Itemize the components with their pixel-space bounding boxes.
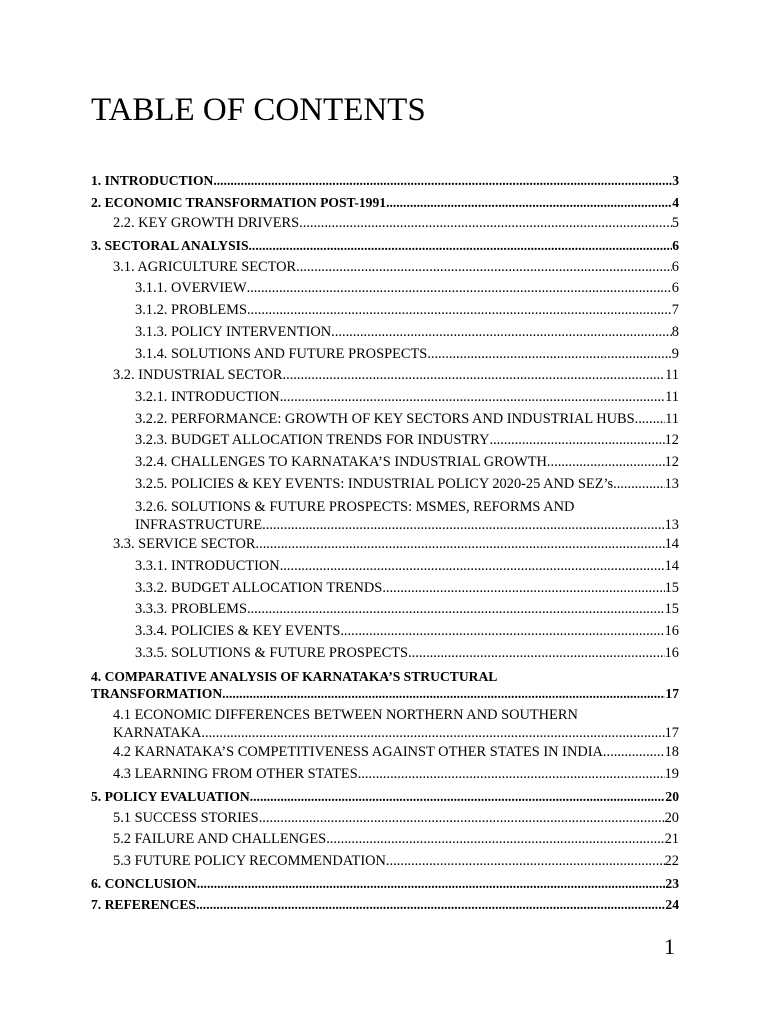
table-of-contents [91,170,679,916]
toc-entry[interactable] [91,278,679,300]
dot-leader [382,578,664,600]
toc-entry[interactable] [91,300,679,322]
toc-entry-page-number: 15 [664,579,679,596]
toc-entry-page-number: 14 [664,558,679,574]
dot-leader [222,685,665,703]
toc-entry-label: 3.3.5. SOLUTIONS & FUTURE PROSPECTS [135,644,409,661]
dot-leader [247,278,672,300]
toc-entry-label: 5.1 SUCCESS STORIES [113,809,259,826]
dot-leader [386,851,665,873]
toc-entry-label: 3.1.2. PROBLEMS [135,302,247,319]
toc-entry-page-number: 13 [664,475,679,492]
toc-entry[interactable] [91,409,679,431]
toc-entry-label: 3.3.1. INTRODUCTION [135,558,280,574]
toc-entry-page-number: 11 [665,388,679,405]
toc-entry-page-number: 6 [671,258,679,275]
dot-leader [213,170,672,192]
toc-entry-page-number: 17 [665,686,679,702]
dot-leader [197,873,666,895]
toc-entry[interactable] [91,786,679,808]
dot-leader [547,452,665,474]
dot-leader [489,430,664,452]
toc-entry-page-number: 3 [672,173,679,188]
dot-leader [635,409,666,431]
toc-entry[interactable] [91,621,679,643]
toc-entry[interactable] [91,578,679,600]
dot-leader [331,322,672,344]
dot-leader [247,599,665,621]
dot-leader [280,387,665,409]
toc-entry-page-number: 6 [671,280,679,297]
toc-entry-label: 4.3 LEARNING FROM OTHER STATES [113,766,358,783]
toc-entry-label: 3.1.3. POLICY INTERVENTION [135,323,332,340]
toc-entry[interactable] [91,851,679,873]
dot-leader [259,808,665,830]
toc-entry-label: 4.2 KARNATAKA’S COMPETITIVENESS AGAINST OTHER STATES IN INDIA [113,744,603,761]
toc-entry-label-first-line: 3.2.6. SOLUTIONS & FUTURE PROSPECTS: MSMES, REFORMS AND [135,499,575,516]
toc-entry-page-number: 12 [664,453,679,470]
toc-entry-label: 3.1.1. OVERVIEW [135,280,247,297]
dot-leader [247,300,672,322]
toc-entry-label: 3.2.1. INTRODUCTION [135,388,280,405]
toc-entry-label: 3.2.3. BUDGET ALLOCATION TRENDS FOR INDUSTRY [135,432,490,449]
dot-leader [196,894,665,916]
toc-entry-label: 3.2.4. CHALLENGES TO KARNATAKA’S INDUSTRIAL GROWTH [135,453,547,470]
dot-leader [386,192,672,214]
dot-leader [358,764,665,786]
dot-leader [299,213,672,235]
toc-entry-label: 2.2. KEY GROWTH DRIVERS [113,215,300,232]
toc-entry-label: TRANSFORMATION [91,686,223,702]
toc-entry-page-number: 11 [665,367,679,384]
dot-leader [340,621,664,643]
toc-entry-label-first-line: 4. COMPARATIVE ANALYSIS OF KARNATAKA’S STRUCTURAL [91,669,498,685]
toc-entry[interactable] [91,192,679,214]
toc-entry-page-number: 6 [672,238,679,254]
dot-leader [249,235,673,257]
toc-entry-label: INFRASTRUCTURE [135,517,263,534]
toc-entry-page-number: 11 [665,410,679,427]
dot-leader [603,742,665,764]
toc-entry-page-number: 18 [664,744,679,761]
toc-entry-label: 5. POLICY EVALUATION [91,788,250,804]
dot-leader [613,474,665,496]
toc-entry[interactable] [91,894,679,916]
toc-entry[interactable] [91,235,679,257]
toc-entry-label: 6. CONCLUSION [91,875,197,891]
toc-entry-page-number: 5 [671,215,679,232]
toc-entry-page-number: 13 [664,517,679,534]
dot-leader [408,643,665,665]
toc-entry[interactable] [91,213,679,235]
toc-entry-label: 3.3.2. BUDGET ALLOCATION TRENDS [135,579,383,596]
toc-entry[interactable] [91,322,679,344]
toc-entry-label: 3.2.2. PERFORMANCE: GROWTH OF KEY SECTORS AND INDUSTRIAL HUBS [135,410,635,427]
toc-entry[interactable] [91,668,679,703]
toc-entry[interactable] [91,170,679,192]
toc-entry-label: KARNATAKA [113,725,202,742]
toc-entry-label-first-line: 4.1 ECONOMIC DIFFERENCES BETWEEN NORTHERN AND SOUTHERN [113,707,578,724]
dot-leader [427,344,672,366]
toc-entry-label: 3.1.4. SOLUTIONS AND FUTURE PROSPECTS [135,345,428,362]
toc-entry-label: 2. ECONOMIC TRANSFORMATION POST-1991 [91,194,387,210]
toc-entry[interactable] [91,643,679,665]
toc-entry-page-number: 14 [664,536,679,553]
toc-entry[interactable] [91,499,679,534]
toc-entry[interactable] [91,257,679,279]
toc-entry-page-number: 24 [665,897,679,913]
toc-entry[interactable] [91,808,679,830]
toc-entry[interactable] [91,387,679,409]
toc-entry-label: 5.2 FAILURE AND CHALLENGES [113,831,327,848]
dot-leader [283,365,666,387]
toc-entry[interactable] [91,430,679,452]
toc-entry[interactable] [91,707,679,742]
toc-entry-page-number: 22 [664,852,679,869]
toc-entry-page-number: 9 [671,345,679,362]
page-number: 1 [664,934,675,959]
toc-entry-page-number: 17 [664,725,679,742]
dot-leader [262,516,664,534]
page-title: TABLE OF CONTENTS [91,92,426,128]
toc-entry-page-number: 16 [664,644,679,661]
toc-entry-label: 3.3.4. POLICIES & KEY EVENTS [135,623,341,640]
toc-entry[interactable] [91,742,679,764]
toc-entry-label: 3.2.5. POLICIES & KEY EVENTS: INDUSTRIAL POLICY 2020-25 AND SEZ’s [135,475,614,492]
toc-entry[interactable] [91,829,679,851]
dot-leader [326,829,664,851]
toc-entry-page-number: 20 [665,788,679,804]
toc-entry-label: 3.1. AGRICULTURE SECTOR [113,258,297,275]
toc-entry-page-number: 16 [664,623,679,640]
toc-entry-page-number: 23 [665,875,679,891]
toc-entry-page-number: 4 [672,194,679,210]
toc-entry[interactable] [91,365,679,387]
toc-entry[interactable] [91,452,679,474]
toc-entry-label: 3.3.3. PROBLEMS [135,601,247,618]
toc-entry-label: 5.3 FUTURE POLICY RECOMMENDATION [113,852,386,869]
toc-entry-page-number: 8 [671,323,679,340]
dot-leader [250,786,666,808]
toc-entry-label: 1. INTRODUCTION [91,173,214,188]
dot-leader [201,724,664,742]
toc-entry-label: 3.2. INDUSTRIAL SECTOR [113,367,283,384]
toc-entry-label: 3.3. SERVICE SECTOR [113,536,256,553]
toc-entry[interactable] [91,534,679,556]
toc-entry[interactable] [91,764,679,786]
toc-entry-label: 3. SECTORAL ANALYSIS [91,238,249,254]
toc-entry-page-number: 15 [664,601,679,618]
dot-leader [256,534,665,556]
toc-entry[interactable] [91,474,679,496]
toc-entry[interactable] [91,556,679,578]
dot-leader [280,556,665,578]
toc-entry-page-number: 12 [664,432,679,449]
dot-leader [296,257,672,279]
toc-entry-page-number: 20 [664,809,679,826]
toc-entry-label: 7. REFERENCES [91,897,196,913]
toc-entry[interactable] [91,599,679,621]
toc-entry-page-number: 21 [664,831,679,848]
toc-entry-page-number: 19 [664,766,679,783]
toc-entry[interactable] [91,873,679,895]
toc-entry[interactable] [91,344,679,366]
toc-entry-page-number: 7 [671,302,679,319]
